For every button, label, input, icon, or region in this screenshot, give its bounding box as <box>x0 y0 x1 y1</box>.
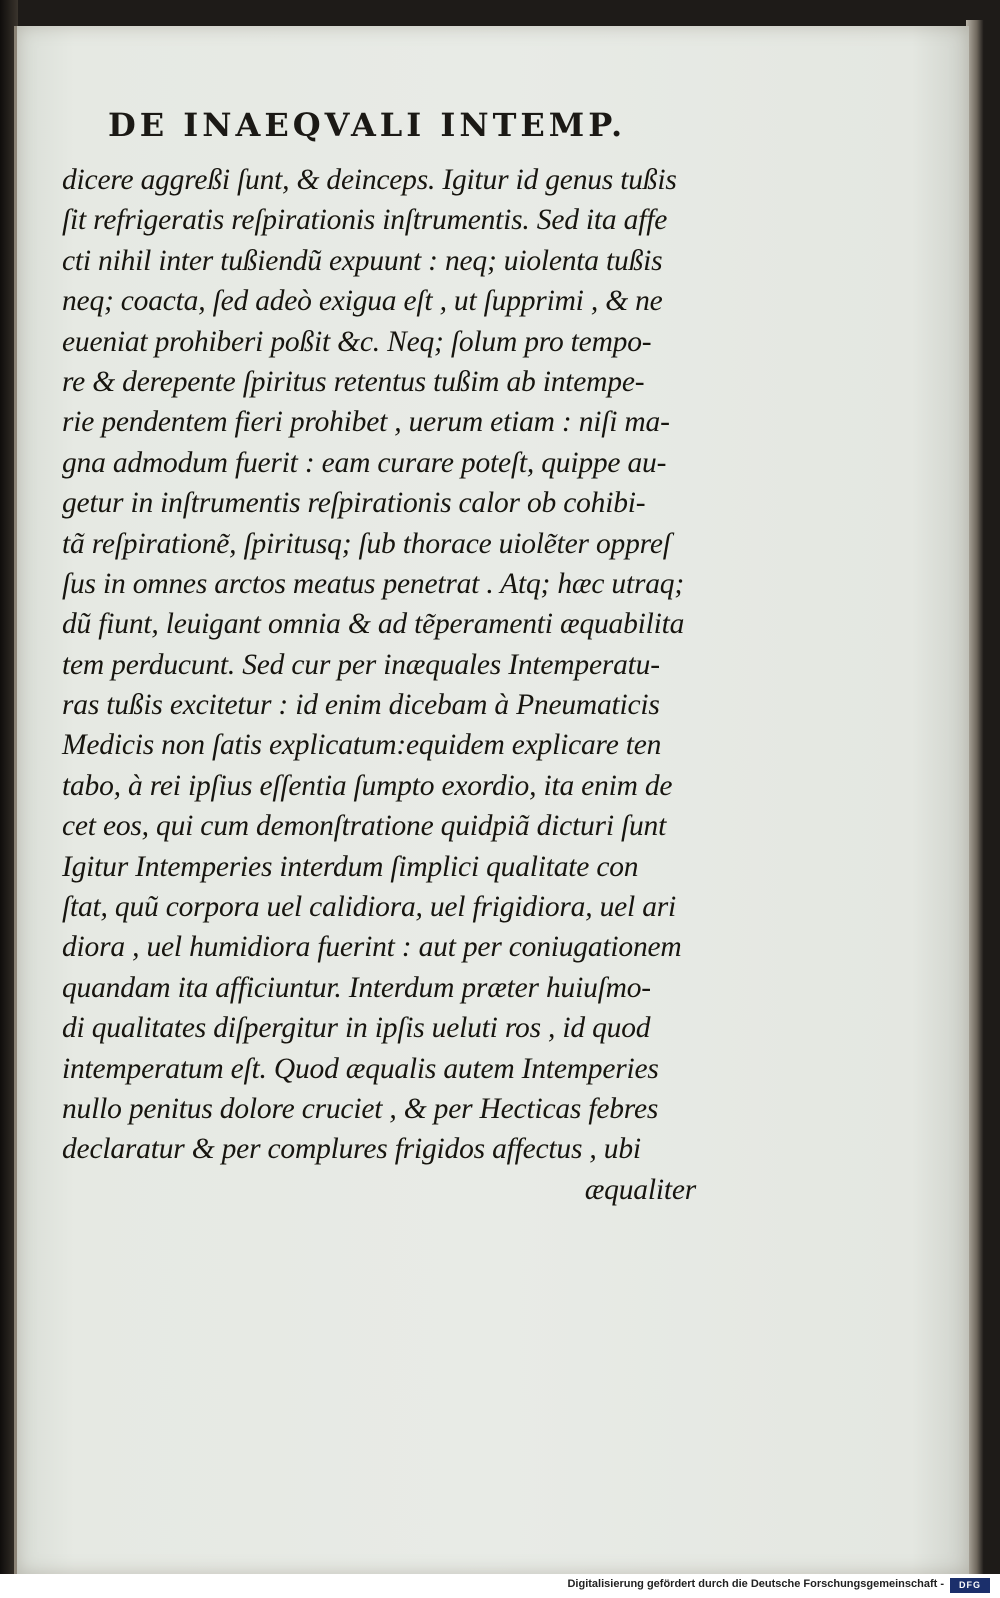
text-line: intemperatum eſt. Quod æqualis autem Intemperies <box>62 1052 659 1085</box>
catchword: æqualiter <box>584 1173 696 1206</box>
footer-credit: Digitalisierung gefördert durch die Deutsche Forschungsgemeinschaft - <box>567 1578 944 1590</box>
running-head: DE INAEQVALI INTEMP. <box>108 106 627 144</box>
text-line: ſus in omnes arctos meatus penetrat . Atq; hæc utraq; <box>62 567 684 600</box>
text-line: re & derepente ſpiritus retentus tußim ab intempe- <box>62 365 645 398</box>
text-line: eueniat prohiberi poßit &c. Neq; ſolum pro tempo- <box>62 325 652 358</box>
text-line: ras tußis excitetur : id enim dicebam à Pneumaticis <box>62 689 660 722</box>
text-line: neq; coacta, ſed adeò exigua eſt , ut ſupprimi , & ne <box>62 285 663 318</box>
text-line: nullo penitus dolore cruciet , & per Hecticas febres <box>62 1092 659 1125</box>
text-line: declaratur & per complures frigidos affectus , ubi <box>62 1133 641 1166</box>
text-line: getur in inſtrumentis reſpirationis calor ob cohibi- <box>62 487 646 520</box>
text-line: tabo, à rei ipſius eſſentia ſumpto exordio, ita enim de <box>62 769 673 802</box>
text-line: cet eos, qui cum demonſtratione quidpiã dicturi ſunt <box>62 810 667 843</box>
text-line: ſit refrigeratis reſpirationis inſtrumentis. Sed ita affe <box>62 204 668 237</box>
text-line: di qualitates diſpergitur in ipſis ueluti ros , id quod <box>62 1012 651 1045</box>
text-line: gna admodum fuerit : eam curare poteſt, quippe au- <box>62 446 667 479</box>
text-line: Medicis non ſatis explicatum:equidem explicare ten <box>62 729 662 762</box>
text-line: dũ fiunt, leuigant omnia & ad te͂peramenti æquabilita <box>62 608 685 641</box>
text-line: quandam ita afficiuntur. Interdum præter huiuſmo- <box>62 971 651 1004</box>
dfg-logo: DFG <box>950 1578 990 1593</box>
text-line: dicere aggreßi ſunt, & deinceps. Igitur id genus tußis <box>62 164 677 196</box>
text-line: tã reſpiratione͂, ſpiritusq; ſub thorace uiole͂ter oppreſ <box>62 527 671 560</box>
text-line: cti nihil inter tußiendũ expuunt : neq; uiolenta tußis <box>62 244 663 277</box>
text-line: Igitur Intemperies interdum ſimplici qualitate con <box>62 850 639 883</box>
text-line: rie pendentem fieri prohibet , uerum etiam : niſi ma- <box>62 406 670 439</box>
footer-bar <box>0 1574 1000 1598</box>
text-line: ſtat, quũ corpora uel calidiora, uel frigidiora, uel ari <box>62 891 677 924</box>
text-line: diora , uel humidiora fuerint : aut per coniugationem <box>62 931 682 964</box>
text-block <box>62 160 722 1210</box>
text-line: tem perducunt. Sed cur per inæquales Intemperatu- <box>62 648 660 681</box>
